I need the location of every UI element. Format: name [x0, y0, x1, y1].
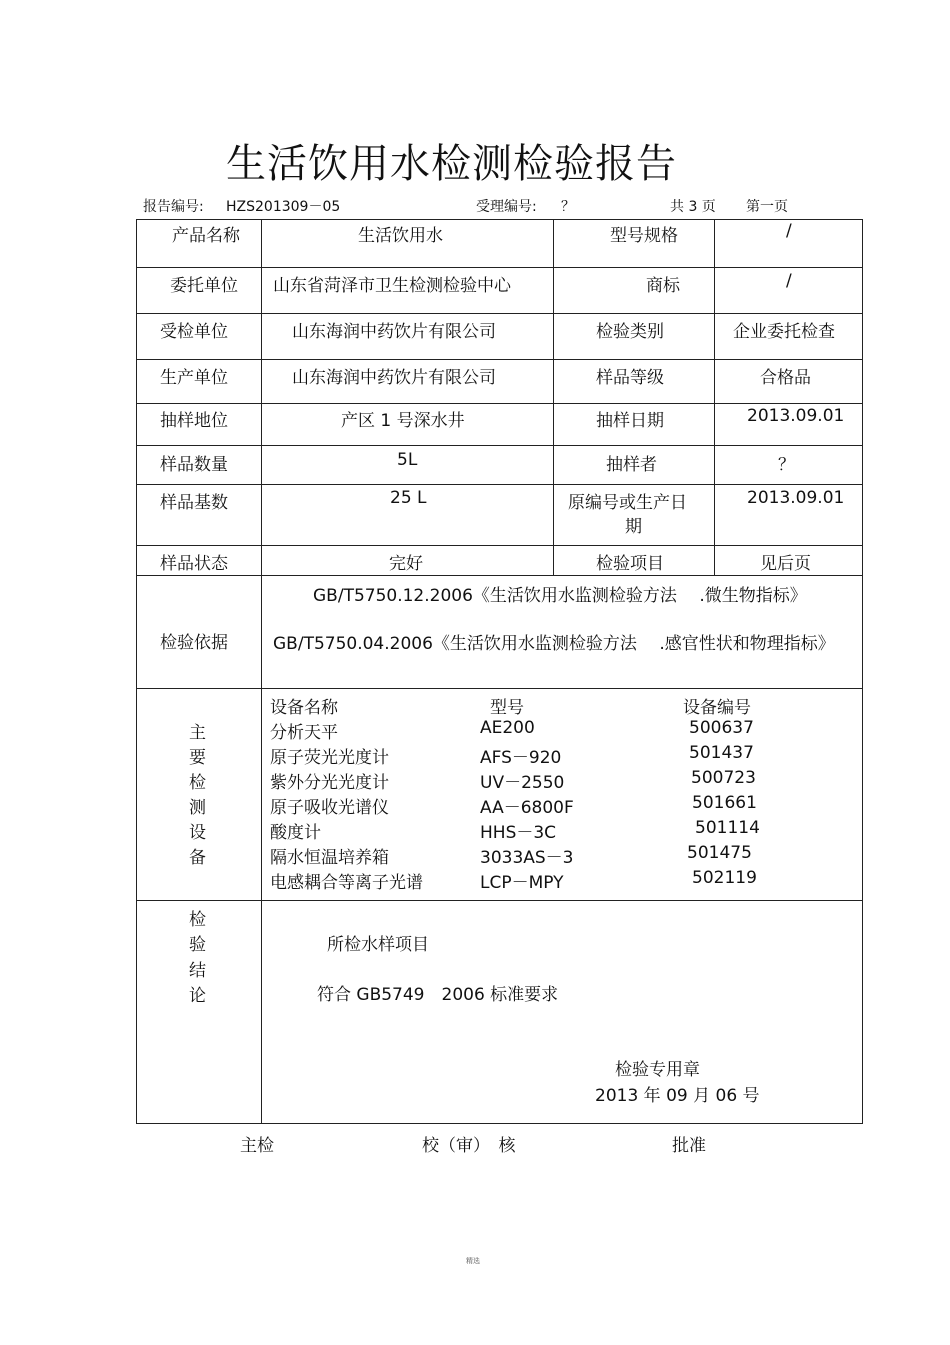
label-producer: 生产单位	[160, 368, 228, 388]
inspection-stamp: 检验专用章	[615, 1060, 700, 1080]
label-orig-no-line1: 原编号或生产日	[568, 493, 687, 513]
grid-line	[136, 1123, 863, 1124]
equipment-label-char: 要	[189, 748, 206, 768]
equipment-header-model: 型号	[490, 698, 524, 718]
grid-line	[136, 575, 863, 576]
label-basis: 检验依据	[160, 633, 228, 653]
label-orig-no-line2: 期	[625, 517, 642, 537]
label-sample-qty: 样品数量	[160, 455, 228, 475]
conclusion-line-1: 所检水样项目	[327, 935, 429, 955]
equipment-code: 500723	[691, 768, 756, 788]
equipment-label-char: 检	[189, 773, 206, 793]
value-inspection-items: 见后页	[760, 554, 811, 574]
equipment-label-char: 测	[189, 798, 206, 818]
conclusion-label-char: 结	[189, 961, 206, 981]
equipment-model: AE200	[480, 718, 535, 738]
label-sampler: 抽样者	[606, 455, 657, 475]
equipment-model: AFS－920	[480, 748, 562, 768]
signature-review: 校（审） 核	[422, 1136, 516, 1156]
grid-line	[136, 900, 863, 901]
equipment-name: 分析天平	[270, 723, 338, 743]
label-product-name: 产品名称	[172, 226, 240, 246]
accept-no: ？	[561, 199, 575, 215]
equipment-model: AA－6800F	[480, 798, 574, 818]
grid-line	[862, 219, 863, 1124]
label-inspected-unit: 受检单位	[160, 322, 228, 342]
label-client: 委托单位	[170, 276, 238, 296]
value-producer: 山东海润中药饮片有限公司	[292, 368, 496, 388]
value-sampler: ？	[778, 455, 795, 475]
conclusion-date: 2013 年 09 月 06 号	[595, 1086, 760, 1106]
label-sample-base: 样品基数	[160, 493, 228, 513]
equipment-name: 原子吸收光谱仪	[270, 798, 389, 818]
value-orig-no: 2013.09.01	[747, 488, 845, 508]
label-model-spec: 型号规格	[610, 226, 678, 246]
value-inspection-type: 企业委托检查	[733, 322, 835, 342]
value-client: 山东省菏泽市卫生检测检验中心	[273, 276, 511, 296]
label-sampling-date: 抽样日期	[596, 411, 664, 431]
equipment-code: 501475	[687, 843, 752, 863]
equipment-model: LCP－MPY	[480, 873, 564, 893]
grid-line	[136, 484, 863, 485]
value-inspected-unit: 山东海润中药饮片有限公司	[292, 322, 496, 342]
equipment-name: 原子荧光光度计	[270, 748, 389, 768]
value-sample-base: 25 L	[390, 488, 427, 508]
grid-line	[136, 445, 863, 446]
equipment-code: 500637	[689, 718, 754, 738]
equipment-name: 紫外分光光度计	[270, 773, 389, 793]
equipment-label-char: 备	[189, 848, 206, 868]
page-count: 共 3 页	[670, 199, 716, 215]
grid-line	[714, 219, 715, 576]
value-sample-grade: 合格品	[760, 368, 811, 388]
page-current: 第一页	[746, 199, 788, 215]
value-sampling-date: 2013.09.01	[747, 406, 845, 426]
equipment-header-name: 设备名称	[270, 698, 338, 718]
grid-line	[136, 688, 863, 689]
label-inspection-type: 检验类别	[596, 322, 664, 342]
page-footnote: 精选	[466, 1257, 480, 1265]
grid-line	[136, 267, 863, 268]
basis-line-2: GB/T5750.04.2006《生活饮用水监测检验方法 .感官性状和物理指标》	[273, 634, 835, 654]
report-no: HZS201309－05	[226, 199, 341, 215]
grid-line	[136, 359, 863, 360]
conclusion-label-char: 检	[189, 910, 206, 930]
basis-line-1: GB/T5750.12.2006《生活饮用水监测检验方法 .微生物指标》	[313, 586, 807, 606]
value-trademark: /	[786, 271, 792, 291]
equipment-code: 501661	[692, 793, 757, 813]
equipment-model: HHS－3C	[480, 823, 557, 843]
equipment-name: 电感耦合等离子光谱	[270, 873, 423, 893]
grid-line	[136, 219, 137, 1124]
label-trademark: 商标	[646, 276, 680, 296]
label-inspection-items: 检验项目	[596, 554, 664, 574]
grid-line	[136, 545, 863, 546]
equipment-label-char: 设	[189, 823, 206, 843]
value-model-spec: /	[786, 221, 792, 241]
label-sampling-place: 抽样地位	[160, 411, 228, 431]
value-sample-qty: 5L	[397, 450, 418, 470]
label-sample-state: 样品状态	[160, 554, 228, 574]
conclusion-label-char: 验	[189, 935, 206, 955]
equipment-code: 501114	[695, 818, 760, 838]
equipment-model: UV－2550	[480, 773, 565, 793]
report-no-label: 报告编号:	[143, 199, 204, 215]
signature-main: 主检	[240, 1136, 274, 1156]
equipment-label-char: 主	[189, 723, 206, 743]
value-product-name: 生活饮用水	[358, 226, 443, 246]
report-title: 生活饮用水检测检验报告	[226, 141, 677, 187]
equipment-model: 3033AS－3	[480, 848, 574, 868]
signature-approve: 批准	[672, 1136, 706, 1156]
grid-line	[136, 219, 863, 220]
equipment-name: 酸度计	[270, 823, 321, 843]
grid-line	[553, 219, 554, 576]
grid-line	[261, 219, 262, 1124]
equipment-code: 502119	[692, 868, 757, 888]
label-sample-grade: 样品等级	[596, 368, 664, 388]
value-sampling-place: 产区 1 号深水井	[341, 411, 465, 431]
grid-line	[136, 403, 863, 404]
conclusion-line-2: 符合 GB5749 2006 标准要求	[317, 985, 559, 1005]
grid-line	[136, 313, 863, 314]
equipment-name: 隔水恒温培养箱	[270, 848, 389, 868]
equipment-code: 501437	[689, 743, 754, 763]
value-sample-state: 完好	[389, 554, 423, 574]
conclusion-label-char: 论	[189, 986, 206, 1006]
equipment-header-code: 设备编号	[683, 698, 751, 718]
accept-no-label: 受理编号:	[476, 199, 537, 215]
